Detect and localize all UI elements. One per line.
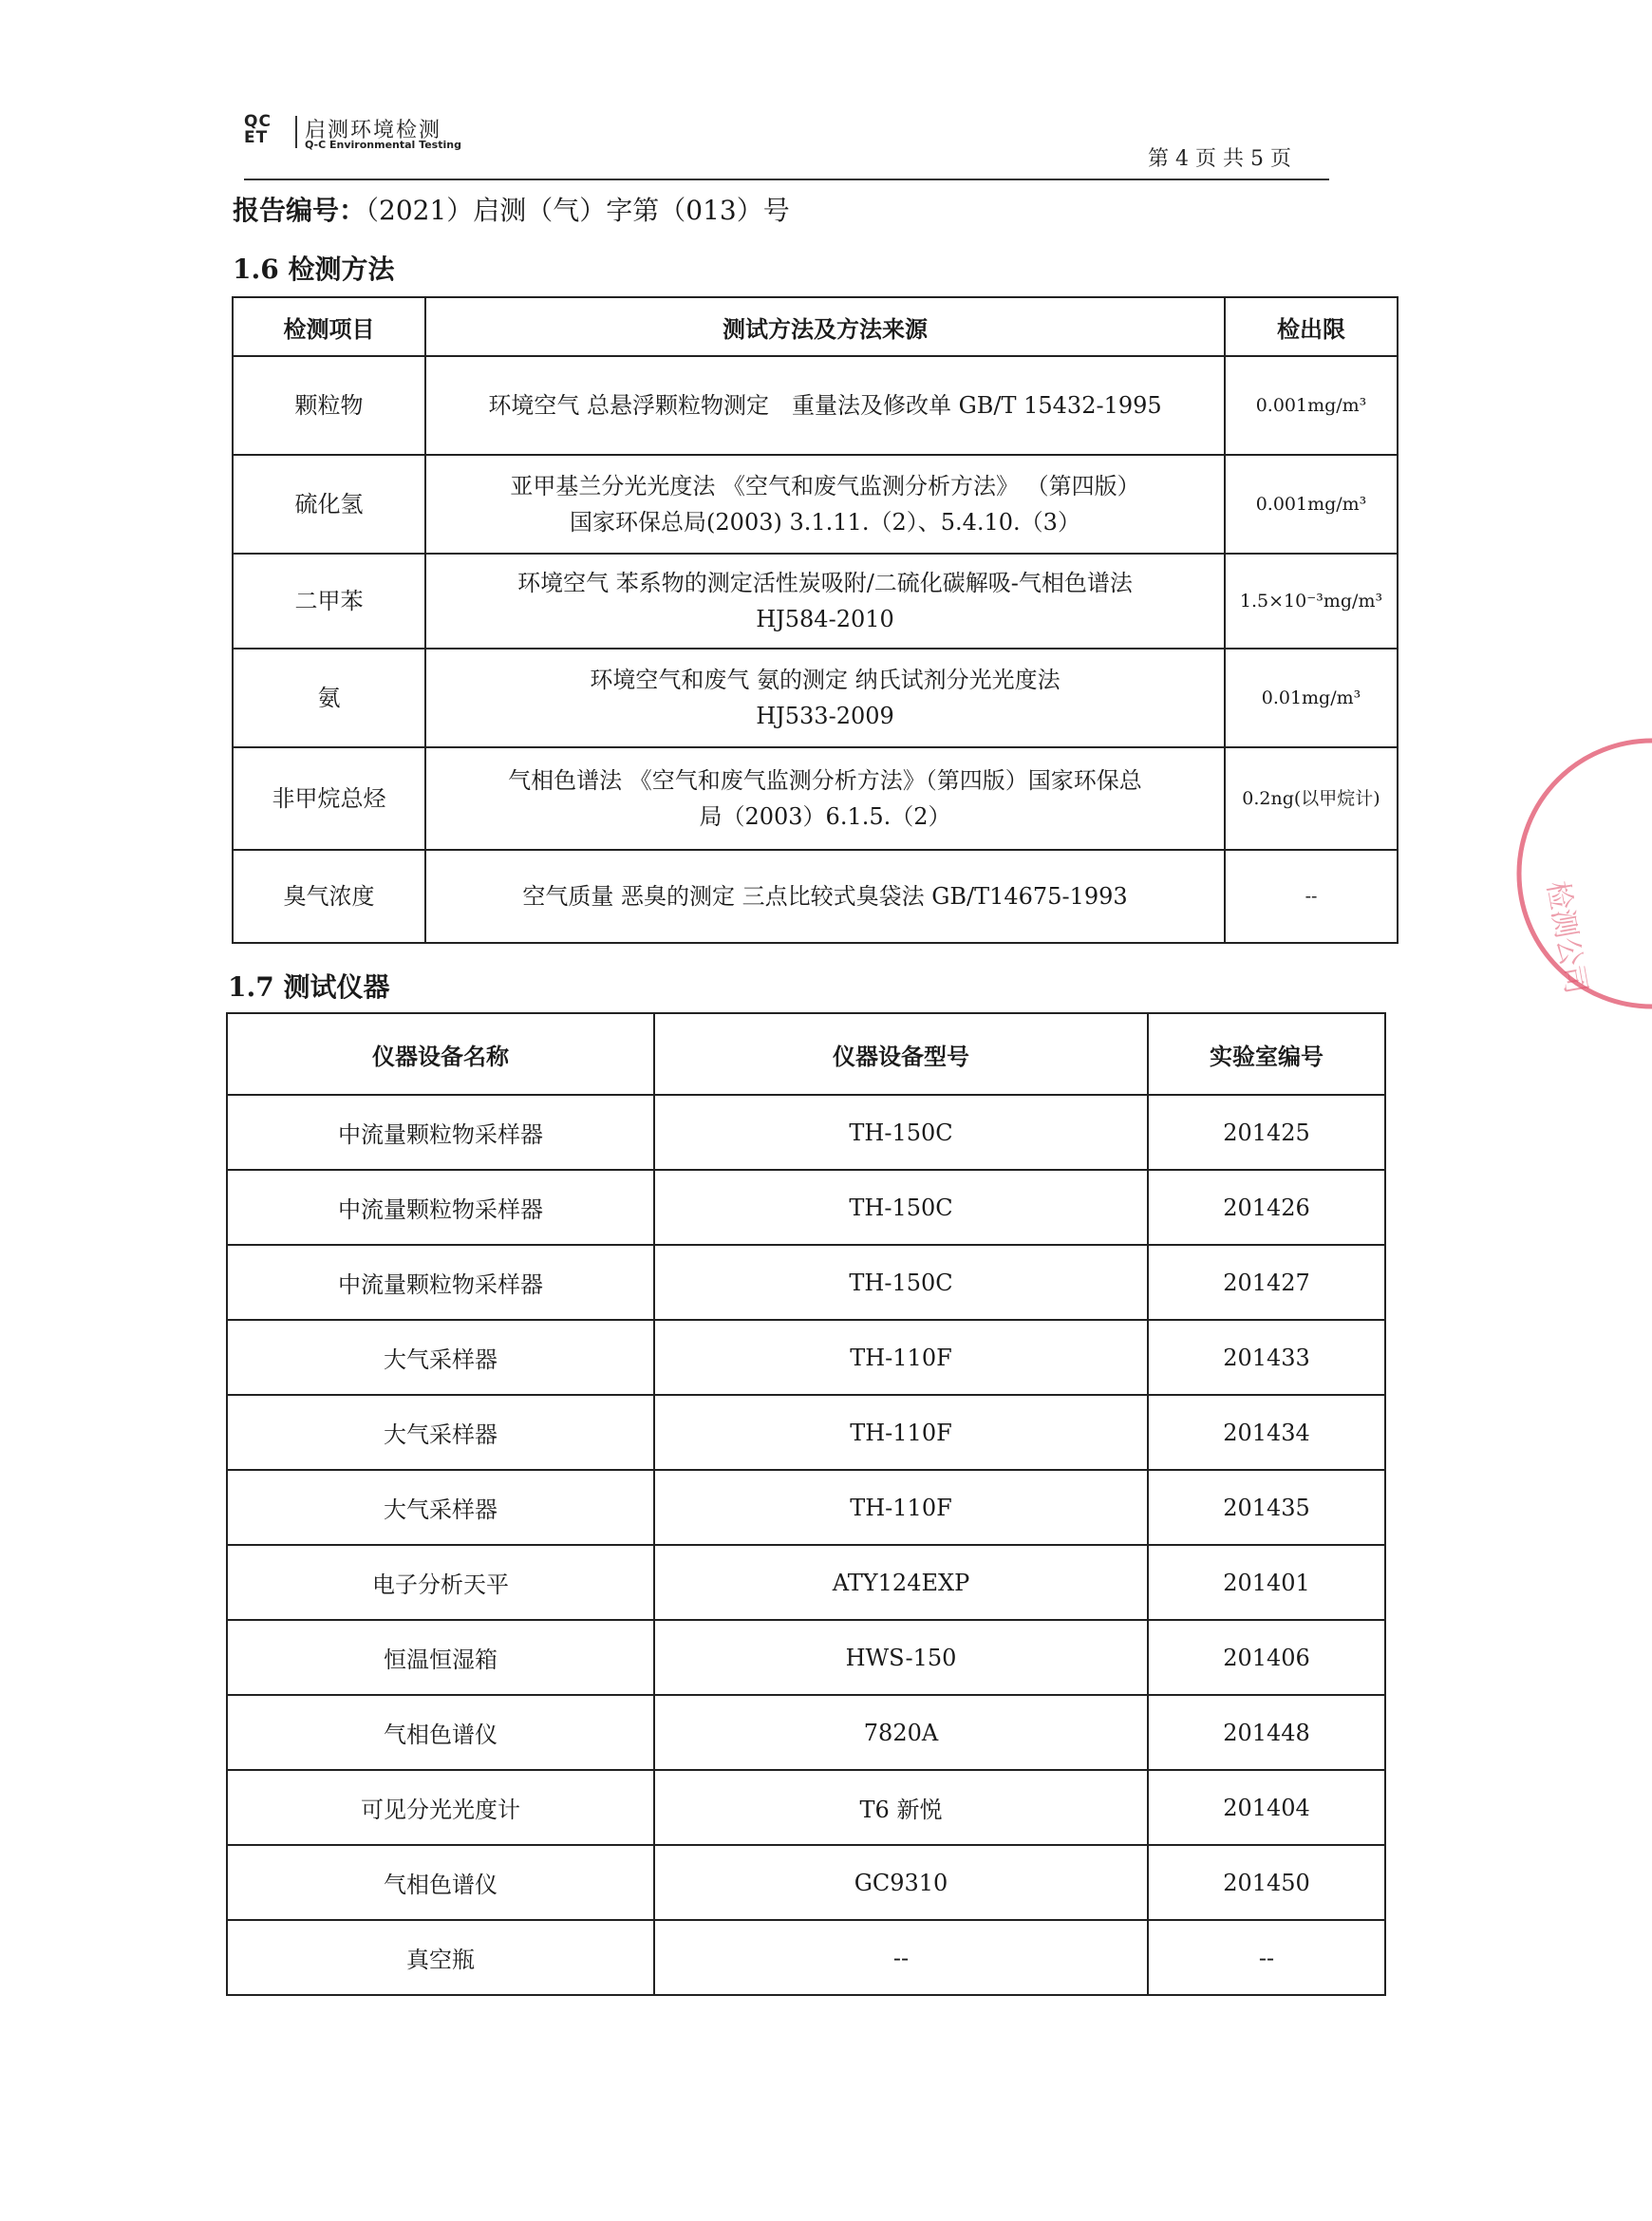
lab-code: 201425	[1148, 1095, 1385, 1170]
test-method: 环境空气和废气 氨的测定 纳氏试剂分光光度法 HJ533-2009	[425, 649, 1225, 747]
page-number: 第 4 页 共 5 页	[1148, 147, 1291, 171]
logo-mark: QC ET	[244, 112, 272, 147]
test-item: 二甲苯	[233, 554, 425, 649]
detection-limit: 0.001mg/m³	[1225, 455, 1398, 554]
methods-table	[232, 296, 1399, 944]
test-method: 气相色谱法 《空气和废气监测分析方法》（第四版）国家环保总 局（2003）6.1.5.（2）	[425, 747, 1225, 850]
instrument-model: TH-110F	[654, 1470, 1148, 1545]
logo-divider	[295, 116, 297, 148]
test-method: 空气质量 恶臭的测定 三点比较式臭袋法 GB/T14675-1993	[425, 850, 1225, 943]
table-row	[227, 1845, 1385, 1920]
instrument-name: 气相色谱仪	[227, 1695, 654, 1770]
lab-code: 201433	[1148, 1320, 1385, 1395]
instrument-model: TH-110F	[654, 1320, 1148, 1395]
instrument-name: 大气采样器	[227, 1320, 654, 1395]
test-method: 环境空气 苯系物的测定活性炭吸附/二硫化碳解吸-气相色谱法 HJ584-2010	[425, 554, 1225, 649]
table-row	[233, 356, 1398, 455]
table-row	[227, 1245, 1385, 1320]
lab-code: 201448	[1148, 1695, 1385, 1770]
test-method: 环境空气 总悬浮颗粒物测定 重量法及修改单 GB/T 15432-1995	[425, 356, 1225, 455]
table-row	[227, 1395, 1385, 1470]
table-row	[227, 1545, 1385, 1620]
detection-limit: 1.5×10⁻³mg/m³	[1225, 554, 1398, 649]
logo-chinese-name: 启测环境检测	[305, 119, 442, 142]
instrument-model: 7820A	[654, 1695, 1148, 1770]
instrument-name: 中流量颗粒物采样器	[227, 1170, 654, 1245]
detection-limit: --	[1225, 850, 1398, 943]
table-row	[233, 747, 1398, 850]
instrument-name: 电子分析天平	[227, 1545, 654, 1620]
lab-code: 201427	[1148, 1245, 1385, 1320]
instrument-name: 气相色谱仪	[227, 1845, 654, 1920]
company-logo	[244, 114, 529, 158]
instrument-model: --	[654, 1920, 1148, 1995]
test-item: 硫化氢	[233, 455, 425, 554]
lab-code: 201404	[1148, 1770, 1385, 1845]
column-header: 测试方法及方法来源	[425, 297, 1225, 356]
test-method: 亚甲基兰分光光度法 《空气和废气监测分析方法》 （第四版） 国家环保总局(2003) 3.1.11.（2）、5.4.10.（3）	[425, 455, 1225, 554]
table-row	[227, 1170, 1385, 1245]
lab-code: 201435	[1148, 1470, 1385, 1545]
instrument-model: TH-150C	[654, 1245, 1148, 1320]
seal-text: 检测公司	[1540, 878, 1593, 997]
report-number-value: （2021）启测（气）字第（013）号	[366, 195, 790, 226]
lab-code: 201406	[1148, 1620, 1385, 1695]
table-row	[227, 1770, 1385, 1845]
table-row	[227, 1920, 1385, 1995]
instrument-model: HWS-150	[654, 1620, 1148, 1695]
instrument-model: T6 新悦	[654, 1770, 1148, 1845]
instrument-name: 大气采样器	[227, 1395, 654, 1470]
instrument-name: 大气采样器	[227, 1470, 654, 1545]
test-item: 氨	[233, 649, 425, 747]
lab-code: 201434	[1148, 1395, 1385, 1470]
table-row	[227, 1695, 1385, 1770]
test-item: 非甲烷总烃	[233, 747, 425, 850]
company-seal-stamp	[1510, 722, 1652, 1026]
table-row	[233, 850, 1398, 943]
lab-code: 201450	[1148, 1845, 1385, 1920]
report-number	[233, 190, 790, 228]
lab-code: --	[1148, 1920, 1385, 1995]
table-header-row	[227, 1013, 1385, 1095]
column-header: 仪器设备名称	[227, 1013, 654, 1095]
table-header-row	[233, 297, 1398, 356]
instrument-model: TH-110F	[654, 1395, 1148, 1470]
table-row	[233, 554, 1398, 649]
page-header	[244, 114, 1329, 180]
report-number-label: 报告编号：	[233, 195, 366, 226]
instrument-name: 可见分光光度计	[227, 1770, 654, 1845]
instrument-name: 中流量颗粒物采样器	[227, 1245, 654, 1320]
test-item: 颗粒物	[233, 356, 425, 455]
table-row	[227, 1620, 1385, 1695]
detection-limit: 0.001mg/m³	[1225, 356, 1398, 455]
table-row	[227, 1320, 1385, 1395]
section-title-instruments: 1.7 测试仪器	[228, 971, 390, 1003]
instrument-model: ATY124EXP	[654, 1545, 1148, 1620]
logo-english-name: Q-C Environmental Testing	[305, 139, 461, 151]
lab-code: 201426	[1148, 1170, 1385, 1245]
column-header: 检出限	[1225, 297, 1398, 356]
instrument-model: GC9310	[654, 1845, 1148, 1920]
instruments-table	[226, 1012, 1386, 1996]
column-header: 实验室编号	[1148, 1013, 1385, 1095]
instrument-model: TH-150C	[654, 1170, 1148, 1245]
table-row	[227, 1095, 1385, 1170]
instrument-name: 恒温恒湿箱	[227, 1620, 654, 1695]
instrument-name: 真空瓶	[227, 1920, 654, 1995]
table-row	[227, 1470, 1385, 1545]
lab-code: 201401	[1148, 1545, 1385, 1620]
detection-limit: 0.01mg/m³	[1225, 649, 1398, 747]
table-row	[233, 649, 1398, 747]
instrument-name: 中流量颗粒物采样器	[227, 1095, 654, 1170]
instrument-model: TH-150C	[654, 1095, 1148, 1170]
column-header: 检测项目	[233, 297, 425, 356]
column-header: 仪器设备型号	[654, 1013, 1148, 1095]
table-row	[233, 455, 1398, 554]
test-item: 臭气浓度	[233, 850, 425, 943]
detection-limit: 0.2ng(以甲烷计)	[1225, 747, 1398, 850]
section-title-methods: 1.6 检测方法	[233, 254, 395, 285]
